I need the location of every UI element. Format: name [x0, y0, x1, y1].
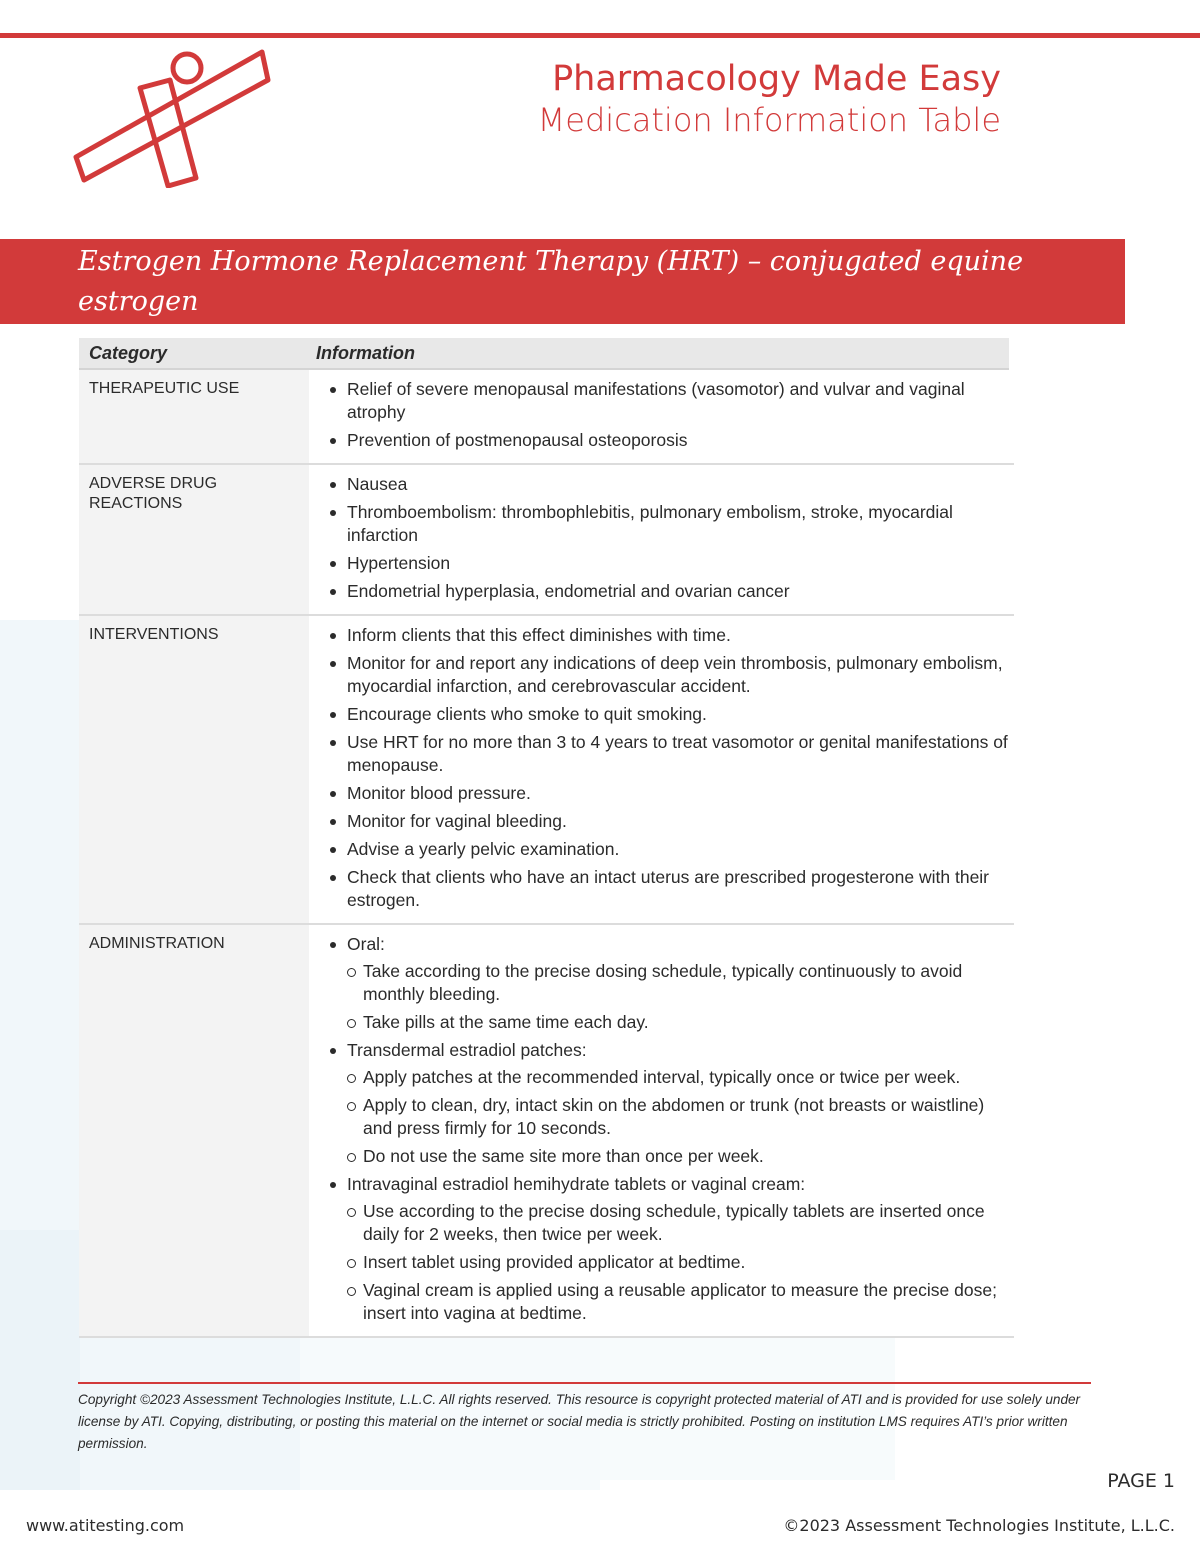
table-row	[79, 465, 1014, 616]
list-item-text: Nausea	[347, 474, 408, 494]
list-item-text: Endometrial hyperplasia, endometrial and ovarian cancer	[347, 581, 790, 601]
column-header-information: Information	[316, 342, 415, 363]
bullet-dot-icon	[330, 1182, 336, 1188]
sub-list-item-text: Vaginal cream is applied using a reusable applicator to measure the precise dose; insert into vagina at bedtime.	[363, 1280, 997, 1323]
list-item	[327, 1039, 1014, 1168]
list-item	[327, 703, 1014, 726]
medication-title: Estrogen Hormone Replacement Therapy (HRT) – conjugated equine estrogen	[78, 246, 1024, 317]
sub-list-item	[347, 1066, 1014, 1089]
site-copyright: ©2023 Assessment Technologies Institute, L.L.C.	[783, 1516, 1175, 1535]
list-item-text: Intravaginal estradiol hemihydrate tablets or vaginal cream:	[347, 1174, 806, 1194]
list-item	[327, 652, 1014, 698]
hollow-circle-icon	[347, 1153, 356, 1162]
list-item-text: Inform clients that this effect diminishes with time.	[347, 625, 731, 645]
category-cell: ADVERSE DRUG REACTIONS	[79, 465, 309, 614]
hollow-circle-icon	[347, 1208, 356, 1217]
hollow-circle-icon	[347, 1287, 356, 1296]
document-subtitle: Medication Information Table	[537, 101, 1001, 139]
sub-list-item	[347, 1200, 1014, 1246]
bullet-dot-icon	[330, 819, 336, 825]
hollow-circle-icon	[347, 1074, 356, 1083]
sub-list	[347, 1066, 1014, 1168]
hollow-circle-icon	[347, 1102, 356, 1111]
category-cell: INTERVENTIONS	[79, 616, 309, 923]
medication-table	[79, 338, 1014, 1338]
list-item	[327, 580, 1014, 603]
bullet-dot-icon	[330, 712, 336, 718]
table-row	[79, 370, 1014, 465]
sub-list-item-text: Insert tablet using provided applicator at bedtime.	[363, 1252, 746, 1272]
sub-list-item-text: Do not use the same site more than once per week.	[363, 1146, 764, 1166]
column-header-category: Category	[89, 342, 168, 363]
list-item-text: Hypertension	[347, 553, 451, 573]
information-list	[327, 624, 1014, 912]
bullet-dot-icon	[330, 740, 336, 746]
list-item	[327, 731, 1014, 777]
website-url: www.atitesting.com	[26, 1516, 185, 1535]
sub-list-item-text: Take according to the precise dosing schedule, typically continuously to avoid monthly bleeding.	[363, 961, 963, 1004]
bullet-dot-icon	[330, 942, 336, 948]
list-item-text: Transdermal estradiol patches:	[347, 1040, 587, 1060]
information-list	[327, 933, 1014, 1325]
information-cell	[309, 925, 1014, 1336]
page-number: PAGE 1	[1107, 1470, 1175, 1492]
category-cell: ADMINISTRATION	[79, 925, 309, 1336]
list-item-text: Monitor blood pressure.	[347, 783, 531, 803]
information-cell	[309, 616, 1014, 923]
list-item	[327, 552, 1014, 575]
hollow-circle-icon	[347, 1019, 356, 1028]
header-titles	[538, 58, 1001, 140]
bullet-dot-icon	[330, 875, 336, 881]
information-list	[327, 473, 1014, 603]
sub-list-item	[347, 1279, 1014, 1325]
sub-list-item	[347, 1251, 1014, 1274]
bullet-dot-icon	[330, 561, 336, 567]
list-item	[327, 429, 1014, 452]
bullet-dot-icon	[330, 661, 336, 667]
list-item	[327, 378, 1014, 424]
list-item-text: Prevention of postmenopausal osteoporosis	[347, 430, 688, 450]
table-header	[79, 338, 1009, 370]
bullet-dot-icon	[330, 438, 336, 444]
top-rule	[0, 33, 1200, 38]
list-item	[327, 810, 1014, 833]
list-item	[327, 501, 1014, 547]
sub-list-item	[347, 1011, 1014, 1034]
sub-list-item	[347, 960, 1014, 1006]
table-row	[79, 616, 1014, 925]
copyright-notice: Copyright ©2023 Assessment Technologies Institute, L.L.C. All rights reserved. This resource is copyright protected material of ATI and is provided for use solely under license by ATI. Copying, distributing, or posting this material on the internet or social media is strictly prohibited. Posting on institution LMS requires ATI’s prior written permission.	[78, 1392, 1081, 1451]
bullet-dot-icon	[330, 482, 336, 488]
sub-list-item	[347, 1145, 1014, 1168]
footer-rule	[78, 1382, 1091, 1384]
sub-list	[347, 960, 1014, 1034]
document-title: Pharmacology Made Easy	[552, 59, 1001, 99]
hollow-circle-icon	[347, 1259, 356, 1268]
information-cell	[309, 370, 1014, 463]
sub-list-item	[347, 1094, 1014, 1140]
list-item-text: Check that clients who have an intact uterus are prescribed progesterone with their estrogen.	[347, 867, 990, 910]
list-item	[327, 473, 1014, 496]
sub-list-item-text: Take pills at the same time each day.	[363, 1012, 649, 1032]
bullet-dot-icon	[330, 589, 336, 595]
list-item	[327, 933, 1014, 1034]
list-item-text: Thromboembolism: thrombophlebitis, pulmonary embolism, stroke, myocardial infarction	[347, 502, 953, 545]
list-item	[327, 782, 1014, 805]
sub-list-item-text: Apply patches at the recommended interval, typically once or twice per week.	[363, 1067, 961, 1087]
information-cell	[309, 465, 1014, 614]
bullet-dot-icon	[330, 1048, 336, 1054]
bullet-dot-icon	[330, 791, 336, 797]
list-item-text: Encourage clients who smoke to quit smoking.	[347, 704, 707, 724]
sub-list-item-text: Use according to the precise dosing schedule, typically tablets are inserted once daily for 2 weeks, then twice per week.	[363, 1201, 985, 1244]
list-item-text: Relief of severe menopausal manifestations (vasomotor) and vulvar and vaginal atrophy	[347, 379, 965, 422]
list-item-text: Oral:	[347, 934, 385, 954]
list-item	[327, 624, 1014, 647]
table-row	[79, 925, 1014, 1338]
bullet-dot-icon	[330, 510, 336, 516]
sub-list-item-text: Apply to clean, dry, intact skin on the abdomen or trunk (not breasts or waistline) and press firmly for 10 seconds.	[363, 1095, 985, 1138]
list-item	[327, 1173, 1014, 1325]
hollow-circle-icon	[347, 968, 356, 977]
bullet-dot-icon	[330, 847, 336, 853]
information-list	[327, 378, 1014, 452]
sub-list	[347, 1200, 1014, 1325]
list-item-text: Advise a yearly pelvic examination.	[347, 839, 620, 859]
ati-figure-logo-icon	[70, 48, 280, 188]
list-item	[327, 838, 1014, 861]
list-item-text: Use HRT for no more than 3 to 4 years to treat vasomotor or genital manifestations of menopause.	[347, 732, 1008, 775]
list-item-text: Monitor for and report any indications of deep vein thrombosis, pulmonary embolism, myocardial infarction, and cerebrovascular accident.	[347, 653, 1003, 696]
list-item	[327, 866, 1014, 912]
list-item-text: Monitor for vaginal bleeding.	[347, 811, 567, 831]
category-cell: THERAPEUTIC USE	[79, 370, 309, 463]
bullet-dot-icon	[330, 633, 336, 639]
bullet-dot-icon	[330, 387, 336, 393]
table-body	[79, 370, 1014, 1338]
